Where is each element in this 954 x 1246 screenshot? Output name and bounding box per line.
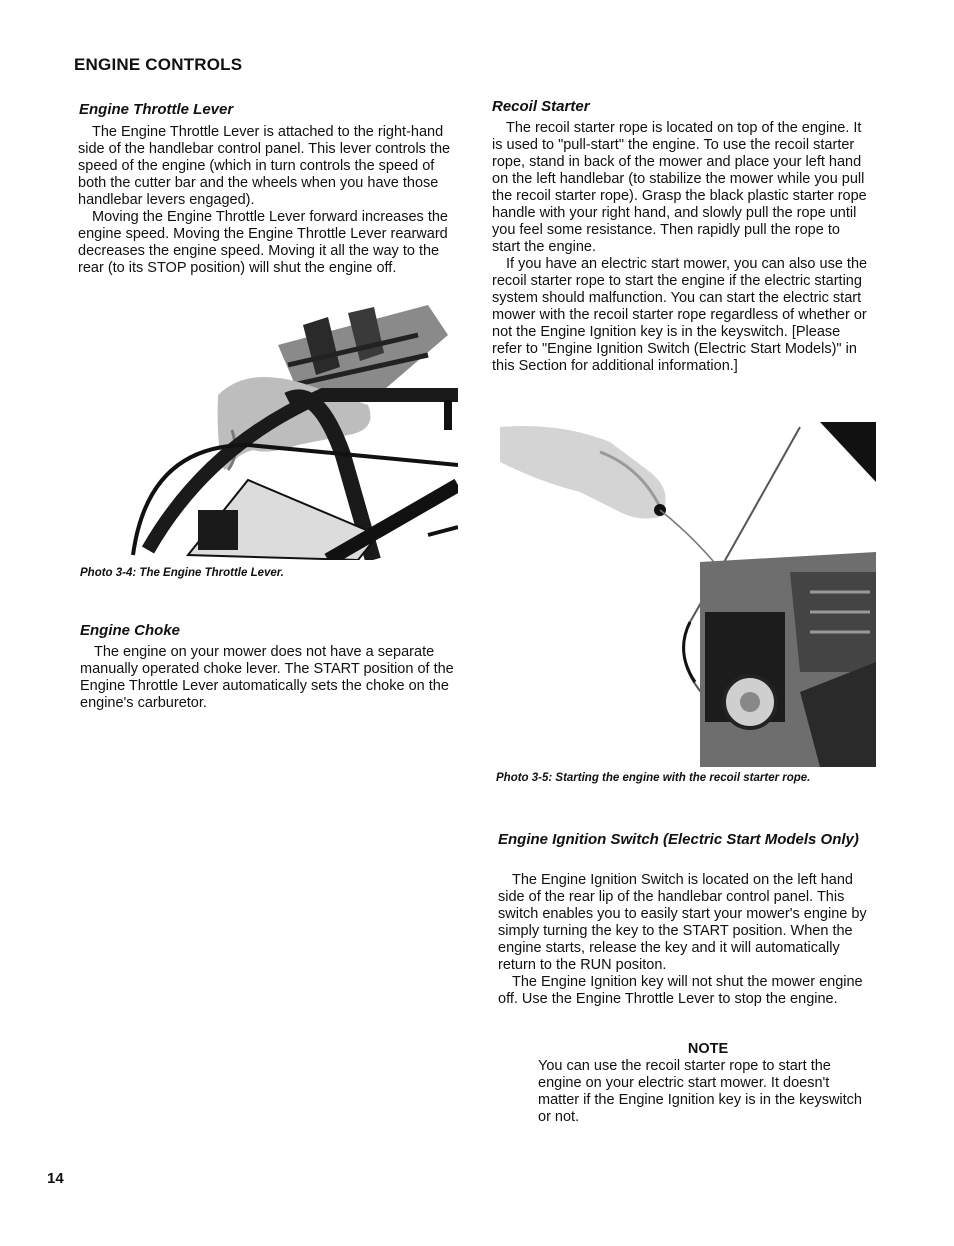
note-text: You can use the recoil starter rope to start the engine on your electric start mower. It doesn't matter if the Engine Ignition key is in the keyswitch or not. (538, 1058, 862, 1125)
recoil-starter-illustration (500, 422, 876, 767)
throttle-paragraph-2: Moving the Engine Throttle Lever forward increases the engine speed. Moving the Engine Throttle Lever rearward decreases the engine speed. Moving it all the way to the rear (to its STOP position) will shut the engine off. (78, 209, 448, 276)
photo-3-5-caption: Photo 3-5: Starting the engine with the recoil starter rope. (496, 772, 811, 784)
throttle-lever-illustration (128, 305, 458, 560)
ignition-paragraph-2: The Engine Ignition key will not shut the mower engine off. Use the Engine Throttle Lever to stop the engine. (498, 974, 863, 1007)
ignition-heading: Engine Ignition Switch (Electric Start Models Only) (498, 831, 859, 848)
ignition-body (498, 872, 878, 1008)
throttle-paragraph-1: The Engine Throttle Lever is attached to the right-hand side of the handlebar control panel. This lever controls the speed of the engine (which in turn controls the speed of both the cutter bar and the wheels when you have those handlebar levers engaged). (78, 124, 451, 208)
ignition-paragraph-1: The Engine Ignition Switch is located on the left hand side of the rear lip of the handlebar control panel. This switch enables you to easily start your mower's engine by simply turning the key to the START position. When the engine starts, release the key and it will automatically return to the RUN positon. (498, 872, 867, 973)
choke-heading: Engine Choke (80, 622, 181, 639)
recoil-starter-photo (500, 422, 876, 767)
throttle-body (78, 124, 458, 277)
choke-paragraph-1: The engine on your mower does not have a separate manually operated choke lever. The START position of the Engine Throttle Lever automatically sets the choke on the engine's carburetor. (80, 644, 454, 711)
recoil-heading: Recoil Starter (492, 98, 590, 115)
section-title: ENGINE CONTROLS (74, 55, 243, 74)
note-title: NOTE (687, 1041, 729, 1057)
throttle-lever-photo (128, 305, 458, 560)
throttle-heading: Engine Throttle Lever (79, 101, 234, 118)
recoil-paragraph-2: If you have an electric start mower, you can also use the recoil starter rope to start the engine if the electric starting system should malfunction. You can start the electric start mower with the recoil starter rope regardless of whether or not the Engine Ignition key is in the keyswitch. [Please refer to "Engine Ignition Switch (Electric Start Models)" in this Section for additional information.] (492, 256, 868, 374)
photo-3-4-caption: Photo 3-4: The Engine Throttle Lever. (80, 567, 284, 579)
recoil-paragraph-1: The recoil starter rope is located on top of the engine. It is used to "pull-start" the engine. To use the recoil starter rope, stand in back of the mower and place your left hand on the left handlebar (to stabilize the mower while you pull the recoil starter rope). Grasp the black plastic starter rope handle with your right hand, and slowly pull the rope until you feel some resistance. Then rapidly pull the rope to start the engine. (492, 120, 867, 255)
recoil-body (492, 120, 872, 375)
choke-body (80, 644, 455, 712)
page-number: 14 (47, 1170, 64, 1187)
